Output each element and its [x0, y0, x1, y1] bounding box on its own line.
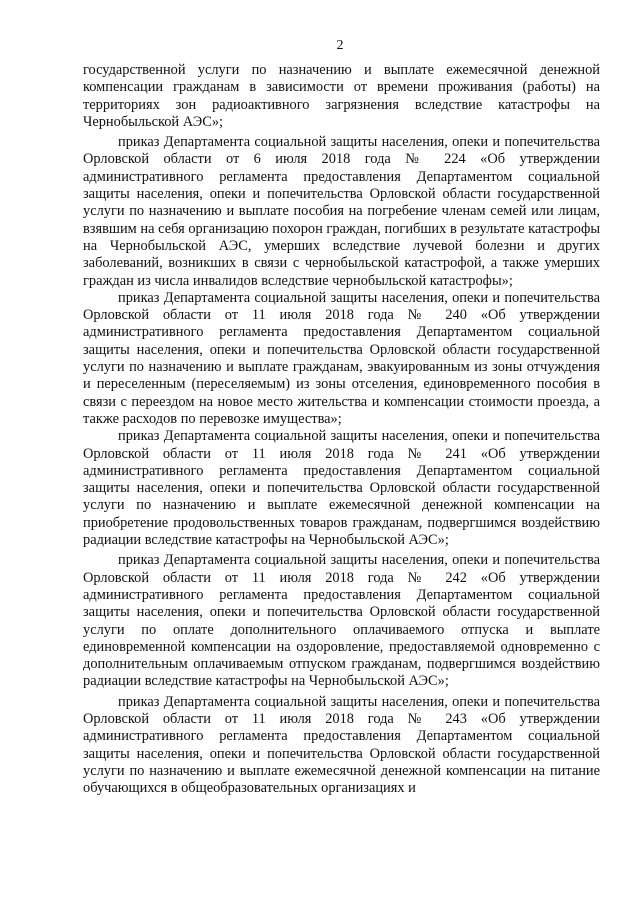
- order-paragraph-241: приказ Департамента социальной защиты населения, опеки и попечительства Орловской области от 11 июля 2018 года № 241 «Об утверждении административного регламента предоставления Департаментом социальной защиты населения, опеки и попечительства Орловской области государственной услуги по назначению и выплате ежемесячной денежной компенсации на приобретение продовольственных товаров гражданам, подвергшимся воздействию радиации вследствие катастрофы на Чернобыльской АЭС»;: [83, 428, 600, 549]
- order-paragraph-243: приказ Департамента социальной защиты населения, опеки и попечительства Орловской области от 11 июля 2018 года № 243 «Об утверждении административного регламента предоставления Департаментом социальной защиты населения, опеки и попечительства Орловской области государственной услуги по назначению и выплате ежемесячной денежной компенсации на питание обучающихся в общеобразовательных организациях и: [83, 693, 600, 797]
- document-body: [83, 62, 600, 797]
- order-paragraph-240: приказ Департамента социальной защиты населения, опеки и попечительства Орловской области от 11 июля 2018 года № 240 «Об утверждении административного регламента предоставления Департаментом социальной защиты населения, опеки и попечительства Орловской области государственной услуги по назначению и выплате гражданам, эвакуированным из зоны отчуждения и переселенным (переселяемым) из зоны отселения, единовременного пособия в связи с переездом на новое место жительства и компенсации стоимости проезда, а также расходов по перевозке имущества»;: [83, 289, 600, 427]
- order-paragraph-242: приказ Департамента социальной защиты населения, опеки и попечительства Орловской области от 11 июля 2018 года № 242 «Об утверждении административного регламента предоставления Департаментом социальной защиты населения, опеки и попечительства Орловской области государственной услуги по оплате дополнительного оплачиваемого отпуска и выплате единовременной компенсации на оздоровление, предоставляемой одновременно с дополнительным оплачиваемым отпуском гражданам, подвергшимся воздействию радиации вследствие катастрофы на Чернобыльской АЭС»;: [83, 552, 600, 690]
- order-paragraph-224: приказ Департамента социальной защиты населения, опеки и попечительства Орловской области от 6 июля 2018 года № 224 «Об утверждении административного регламента предоставления Департаментом социальной защиты населения, опеки и попечительства Орловской области государственной услуги по назначению и выплате пособия на погребение членам семей или лицам, взявшим на себя организацию похорон граждан, погибших в результате катастрофы на Чернобыльской АЭС, умерших вследствие лучевой болезни и других заболеваний, возникших в связи с чернобыльской катастрофой, а также умерших граждан из числа инвалидов вследствие чернобыльской катастрофы»;: [83, 134, 600, 289]
- paragraph-continuation: государственной услуги по назначению и выплате ежемесячной денежной компенсации гражданам в зависимости от времени проживания (работы) на территориях зон радиоактивного загрязнения вследствие катастрофы на Чернобыльской АЭС»;: [83, 62, 600, 130]
- page-number: 2: [336, 38, 344, 53]
